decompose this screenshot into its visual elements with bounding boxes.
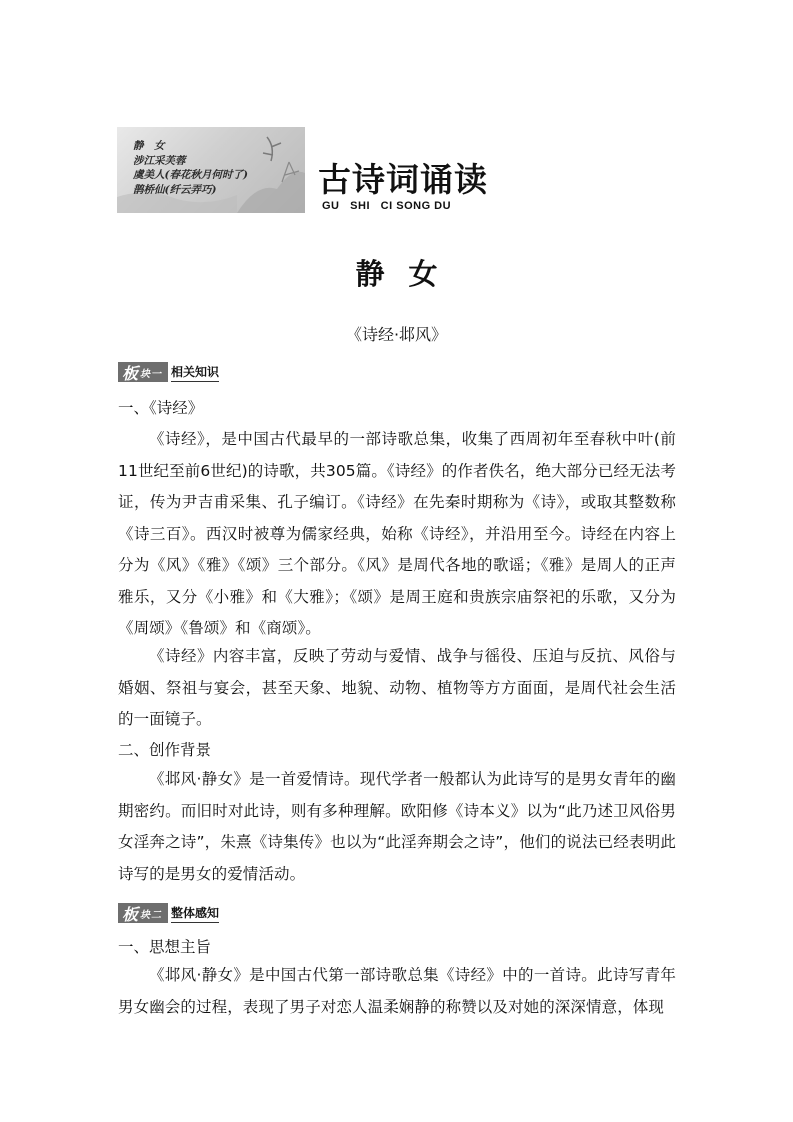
module-badge-number: 块二 <box>140 909 163 921</box>
paragraph: 《诗经》内容丰富，反映了劳动与爱情、战争与徭役、压迫与反抗、风俗与婚姻、祭祖与宴会，甚至天象、地貌、动物、植物等方方面面，是周代社会生活的一面镜子。 <box>118 647 676 728</box>
module-badge <box>118 903 168 923</box>
section-heading: 一、《诗经》 <box>118 399 204 417</box>
module-badge <box>118 362 168 382</box>
section-heading: 一、思想主旨 <box>118 938 212 956</box>
banner-item: 涉江采芙蓉 <box>133 154 186 167</box>
paragraph: 《邶风·静女》是一首爱情诗。现代学者一般都认为此诗写的是男女青年的幽期密约。而旧时对此诗，则有多种理解。欧阳修《诗本义》以为“此乃述卫风俗男女淫奔之诗”，朱熹《诗集传》也以为“此淫奔期会之诗”，他们的说法已经表明此诗写的是男女的爱情活动。 <box>118 770 676 883</box>
poem-title: 静女 <box>355 257 462 291</box>
module-badge-number: 块一 <box>140 368 163 380</box>
banner-item: 鹊桥仙(纤云弄巧) <box>133 183 217 196</box>
series-pinyin: GU SHI CI SONG DU <box>322 200 452 212</box>
paragraph: 《邶风·静女》是中国古代第一部诗歌总集《诗经》中的一首诗。此诗写青年男女幽会的过程，表现了男子对恋人温柔娴静的称赞以及对她的深深情意，体现 <box>118 966 676 1016</box>
module-header-1 <box>118 361 219 383</box>
module-badge-char: 板 <box>122 904 139 924</box>
paragraph: 《诗经》，是中国古代最早的一部诗歌总集，收集了西周初年至春秋中叶(前11世纪至前6世纪)的诗歌，共305篇。《诗经》的作者佚名，绝大部分已经无法考证，传为尹吉甫采集、孔子编订。《诗经》在先秦时期称为《诗》，或取其整数称《诗三百》。西汉时被尊为儒家经典，始称《诗经》，并沿用至今。诗经在内容上分为《风》《雅》《颂》三个部分。《风》是周代各地的歌谣；《雅》是周人的正声雅乐，又分《小雅》和《大雅》；《颂》是周王庭和贵族宗庙祭祀的乐歌，又分为《周颂》《鲁颂》和《商颂》。 <box>118 430 676 637</box>
banner-item: 虞美人(春花秋月何时了) <box>133 169 248 181</box>
module-header-2 <box>118 902 219 924</box>
section-heading: 二、创作背景 <box>118 741 212 759</box>
series-title: 古诗词诵读 <box>318 160 488 199</box>
banner-item: 静 女 <box>133 140 165 152</box>
module-label: 相关知识 <box>171 363 219 382</box>
banner-poem-list <box>133 139 248 197</box>
module-badge-char: 板 <box>122 363 139 383</box>
module-label: 整体感知 <box>171 904 219 923</box>
header-banner <box>117 127 305 213</box>
poem-source: 《诗经·邶风》 <box>345 325 448 344</box>
